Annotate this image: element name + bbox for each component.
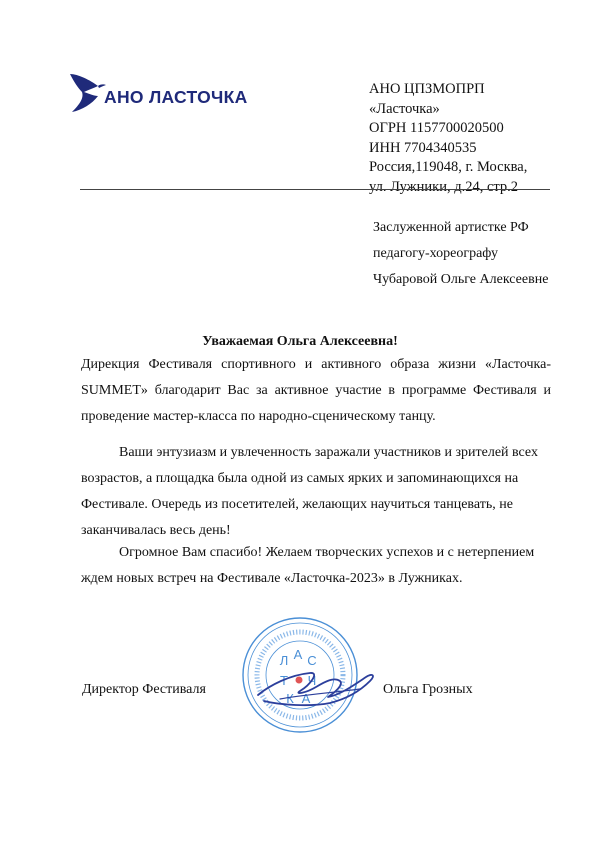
org-inn: ИНН 7704340535 bbox=[369, 139, 477, 156]
svg-text:А: А bbox=[293, 647, 303, 662]
greeting: Уважаемая Ольга Алексеевна! bbox=[202, 334, 398, 349]
addressee-name: Чубаровой Ольге Алексеевне bbox=[373, 272, 549, 287]
svg-text:А: А bbox=[301, 691, 311, 706]
letter-paragraph-2: Ваши энтузиазм и увлеченность заражали участников и зрителей всех возрастов, а площадка была одной из самых ярких и запоминающихся на Фестивале. Очередь из посетителей, желающих научиться танцевать, не заканчивалась весь день! bbox=[81, 445, 538, 538]
addressee-block bbox=[373, 215, 548, 293]
handwritten-signature bbox=[250, 655, 390, 715]
addressee-role: педагогу-хореографу bbox=[373, 246, 499, 261]
svg-text:К: К bbox=[286, 691, 294, 706]
svg-text:Т: Т bbox=[280, 673, 288, 688]
svg-text:С: С bbox=[307, 653, 317, 668]
signatory-name: Ольга Грозных bbox=[383, 682, 473, 697]
org-name: АНО ЦПЗМОПРП bbox=[369, 81, 485, 97]
company-logo bbox=[68, 70, 248, 114]
logo-text: АНО ЛАСТОЧКА bbox=[104, 87, 248, 107]
svg-text:Л: Л bbox=[279, 653, 289, 668]
signatory-position: Директор Фестиваля bbox=[82, 682, 206, 697]
org-short-name: «Ласточка» bbox=[369, 100, 440, 117]
letter-paragraph-3: Огромное Вам спасибо! Желаем творческих успехов и с нетерпением ждем новых встреч на Фестивале «Ласточка-2023» в Лужниках. bbox=[81, 545, 535, 586]
header-divider bbox=[80, 189, 550, 190]
swallow-logo-icon bbox=[68, 70, 108, 114]
letter-paragraph-1: Дирекция Фестиваля спортивного и активного образа жизни «Ласточка-SUMMET» благодарит Вас за активное участие в программе Фестиваля и проведение мастер-класса по народно-сценическому танцу. bbox=[81, 357, 551, 424]
org-address-street: ул. Лужники, д.24, стр.2 bbox=[369, 178, 519, 195]
org-ogrn: ОГРН 1157700020500 bbox=[369, 120, 504, 136]
addressee-title: Заслуженной артистке РФ bbox=[373, 220, 529, 235]
organization-details bbox=[369, 80, 527, 197]
svg-text:Ч: Ч bbox=[307, 673, 317, 688]
org-address-city: Россия,119048, г. Москва, bbox=[369, 159, 528, 175]
